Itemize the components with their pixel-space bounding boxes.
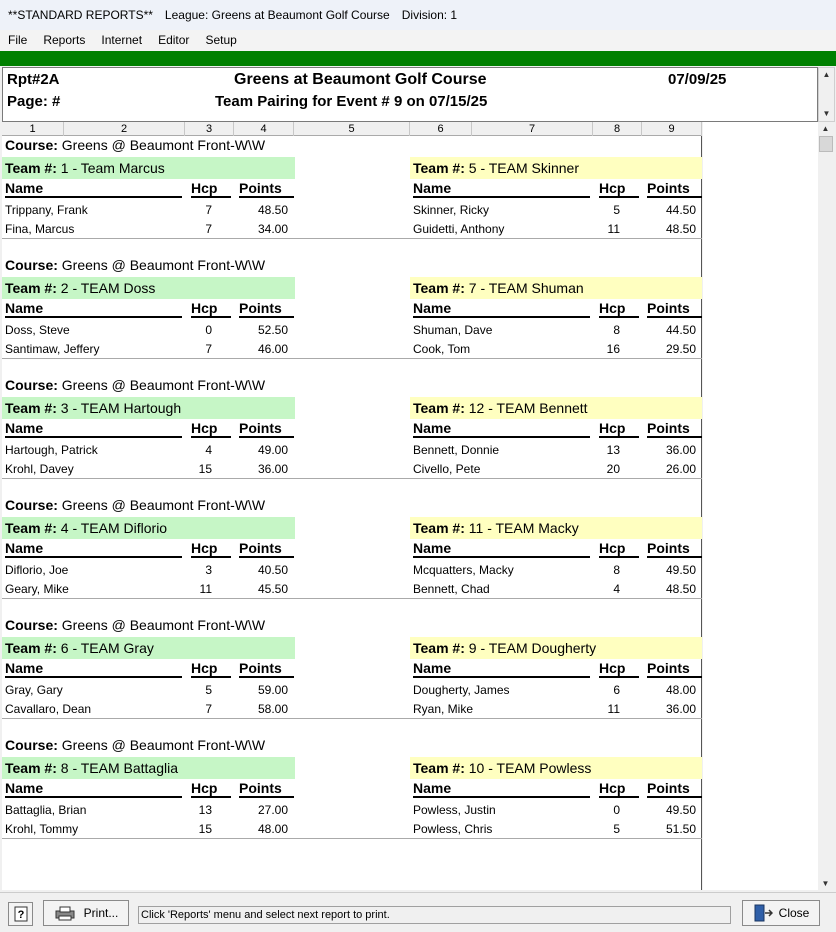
player-points: 58.00 [257, 702, 288, 716]
name-header: Name [5, 539, 182, 558]
hcp-header: Hcp [599, 419, 639, 438]
player-hcp: 13 [606, 443, 620, 457]
player-name: Gray, Gary [5, 683, 63, 697]
player-row [2, 700, 294, 719]
team-no-label: Team #: [5, 760, 57, 776]
team-name: 6 - TEAM Gray [56, 640, 154, 656]
name-header: Name [5, 659, 182, 678]
row-divider [2, 838, 702, 839]
player-name: Krohl, Tommy [5, 822, 79, 836]
report-subtitle: Team Pairing for Event # 9 on 07/15/25 [215, 93, 488, 110]
team-header-right [410, 277, 702, 299]
player-name: Fina, Marcus [5, 222, 75, 236]
player-points: 49.50 [665, 803, 696, 817]
scroll-up-icon[interactable]: ▲ [822, 70, 831, 79]
hcp-header: Hcp [191, 659, 231, 678]
player-row [410, 201, 702, 220]
player-points: 51.50 [665, 822, 696, 836]
team-header-left [2, 637, 295, 659]
column-labels [2, 419, 294, 439]
status-bar [0, 892, 836, 932]
app-title: **STANDARD REPORTS** [8, 8, 153, 22]
player-name: Cavallaro, Dean [5, 702, 92, 716]
player-row [2, 561, 294, 580]
player-name: Skinner, Ricky [413, 203, 490, 217]
points-header: Points [239, 539, 294, 558]
course-label: Course: [5, 737, 58, 753]
name-header: Name [5, 779, 182, 798]
svg-text:?: ? [17, 909, 24, 921]
row-divider [2, 598, 702, 599]
course-line [5, 377, 265, 393]
scroll-thumb[interactable] [819, 136, 833, 152]
team-header-left [2, 757, 295, 779]
team-no-label: Team #: [5, 640, 57, 656]
team-no-label: Team #: [413, 640, 465, 656]
menu-setup[interactable]: Setup [205, 33, 237, 47]
player-row [2, 460, 294, 479]
menu-bar [0, 30, 836, 51]
menu-editor[interactable]: Editor [158, 33, 190, 47]
player-name: Hartough, Patrick [5, 443, 98, 457]
player-name: Ryan, Mike [413, 702, 474, 716]
player-hcp: 20 [606, 462, 620, 476]
green-band [0, 51, 836, 66]
player-hcp: 7 [205, 342, 212, 356]
hcp-header: Hcp [191, 779, 231, 798]
player-hcp: 6 [613, 683, 620, 697]
player-row [2, 580, 294, 599]
column-labels [410, 779, 702, 799]
course-line [5, 497, 265, 513]
exit-door-icon [753, 904, 773, 922]
team-header-right [410, 757, 702, 779]
player-points: 34.00 [257, 222, 288, 236]
points-header: Points [647, 659, 702, 678]
player-row [410, 561, 702, 580]
course-label: Course: [5, 137, 58, 153]
pairing-block [2, 137, 702, 257]
row-divider [2, 718, 702, 719]
player-name: Santimaw, Jeffery [5, 342, 100, 356]
player-points: 45.50 [257, 582, 288, 596]
points-header: Points [239, 659, 294, 678]
hcp-header: Hcp [191, 419, 231, 438]
player-row [2, 201, 294, 220]
help-icon [13, 906, 29, 922]
column-labels [2, 659, 294, 679]
player-hcp: 7 [205, 222, 212, 236]
course-line [5, 617, 265, 633]
col-header-9[interactable]: 9 [642, 122, 702, 136]
player-points: 27.00 [257, 803, 288, 817]
division-label: Division: 1 [401, 8, 458, 22]
course-name: Greens @ Beaumont Front-W\W [57, 137, 266, 153]
course-name: Greens @ Beaumont Front-W\W [57, 497, 266, 513]
player-name: Shuman, Dave [413, 323, 493, 337]
points-header: Points [239, 179, 294, 198]
player-row [410, 580, 702, 599]
team-header-right [410, 637, 702, 659]
player-hcp: 13 [198, 803, 212, 817]
blank-pane [703, 122, 818, 890]
team-header-left [2, 157, 295, 179]
player-name: Mcquatters, Macky [413, 563, 514, 577]
name-header: Name [5, 299, 182, 318]
course-label: Course: [5, 617, 58, 633]
player-hcp: 3 [205, 563, 212, 577]
course-label: Course: [5, 257, 58, 273]
player-points: 48.50 [665, 582, 696, 596]
team-no-label: Team #: [413, 400, 465, 416]
col-header-7[interactable]: 7 [472, 122, 593, 136]
course-name: Greens @ Beaumont Front-W\W [57, 377, 266, 393]
player-row [410, 460, 702, 479]
column-labels [410, 299, 702, 319]
team-no-label: Team #: [413, 160, 465, 176]
team-no-label: Team #: [5, 280, 57, 296]
player-points: 29.50 [665, 342, 696, 356]
team-name: 12 - TEAM Bennett [464, 400, 588, 416]
report-id: Rpt#2A [7, 71, 60, 88]
team-header-left [2, 397, 295, 419]
player-points: 36.00 [257, 462, 288, 476]
team-header-right [410, 397, 702, 419]
points-header: Points [647, 419, 702, 438]
col-header-5[interactable]: 5 [294, 122, 410, 136]
printer-icon [54, 905, 76, 921]
name-header: Name [5, 419, 182, 438]
player-points: 59.00 [257, 683, 288, 697]
team-name: 1 - Team Marcus [56, 160, 165, 176]
team-name: 5 - TEAM Skinner [464, 160, 579, 176]
player-row [410, 441, 702, 460]
player-row [410, 801, 702, 820]
hcp-header: Hcp [599, 179, 639, 198]
name-header: Name [413, 539, 590, 558]
player-row [410, 220, 702, 239]
player-hcp: 5 [205, 683, 212, 697]
col-header-6[interactable]: 6 [410, 122, 472, 136]
page-label: Page: # [7, 93, 61, 110]
player-name: Trippany, Frank [5, 203, 88, 217]
col-header-8[interactable]: 8 [593, 122, 642, 136]
column-header [2, 122, 702, 136]
header-scrollbar[interactable] [818, 67, 835, 122]
col-header-1[interactable]: 1 [2, 122, 64, 136]
course-line [5, 737, 265, 753]
team-no-label: Team #: [5, 160, 57, 176]
player-row [410, 820, 702, 839]
team-name: 10 - TEAM Powless [464, 760, 592, 776]
team-name: 4 - TEAM Diflorio [56, 520, 168, 536]
team-header-left [2, 277, 295, 299]
hcp-header: Hcp [599, 659, 639, 678]
report-sheet [2, 136, 702, 890]
points-header: Points [647, 179, 702, 198]
player-points: 46.00 [257, 342, 288, 356]
title-bar [0, 0, 836, 30]
scroll-up-icon[interactable]: ▲ [821, 124, 830, 133]
player-row [2, 820, 294, 839]
team-name: 8 - TEAM Battaglia [56, 760, 179, 776]
player-hcp: 15 [198, 822, 212, 836]
close-label: Close [778, 906, 810, 920]
course-label: Course: [5, 497, 58, 513]
team-header-right [410, 517, 702, 539]
player-hcp: 5 [613, 203, 620, 217]
column-labels [2, 299, 294, 319]
points-header: Points [647, 299, 702, 318]
team-no-label: Team #: [413, 280, 465, 296]
points-header: Points [239, 299, 294, 318]
player-hcp: 8 [613, 563, 620, 577]
course-line [5, 137, 265, 153]
player-name: Powless, Chris [413, 822, 493, 836]
player-row [410, 700, 702, 719]
column-labels [2, 179, 294, 199]
column-labels [410, 419, 702, 439]
column-labels [410, 179, 702, 199]
hcp-header: Hcp [599, 539, 639, 558]
print-button[interactable] [43, 900, 129, 926]
course-name: Greens @ Beaumont Front-W\W [57, 257, 266, 273]
team-name: 3 - TEAM Hartough [56, 400, 182, 416]
team-header-right [410, 157, 702, 179]
hcp-header: Hcp [191, 179, 231, 198]
player-row [2, 681, 294, 700]
player-hcp: 0 [205, 323, 212, 337]
player-name: Geary, Mike [5, 582, 69, 596]
player-hcp: 16 [606, 342, 620, 356]
menu-internet[interactable]: Internet [101, 33, 143, 47]
player-row [410, 340, 702, 359]
row-divider [2, 478, 702, 479]
pairing-block [2, 497, 702, 617]
player-name: Doss, Steve [5, 323, 70, 337]
close-button[interactable] [742, 900, 820, 926]
player-name: Krohl, Davey [5, 462, 74, 476]
player-row [2, 321, 294, 340]
player-row [410, 681, 702, 700]
report-date: 07/09/25 [668, 71, 727, 88]
player-points: 26.00 [665, 462, 696, 476]
column-labels [2, 779, 294, 799]
team-name: 11 - TEAM Macky [464, 520, 579, 536]
hcp-header: Hcp [599, 779, 639, 798]
points-header: Points [647, 539, 702, 558]
team-no-label: Team #: [5, 400, 57, 416]
pairing-block [2, 377, 702, 497]
print-label: Print... [83, 906, 119, 920]
team-header-left [2, 517, 295, 539]
pairing-block [2, 737, 702, 857]
player-points: 36.00 [665, 702, 696, 716]
column-labels [410, 539, 702, 559]
main-scrollbar[interactable] [818, 122, 835, 892]
league-label: League: Greens at Beaumont Golf Course [164, 8, 390, 22]
name-header: Name [5, 179, 182, 198]
team-no-label: Team #: [413, 520, 465, 536]
hcp-header: Hcp [599, 299, 639, 318]
player-points: 49.00 [257, 443, 288, 457]
name-header: Name [413, 299, 590, 318]
player-hcp: 5 [613, 822, 620, 836]
team-name: 2 - TEAM Doss [56, 280, 156, 296]
report-title: Greens at Beaumont Golf Course [234, 71, 487, 88]
player-row [410, 321, 702, 340]
player-hcp: 4 [205, 443, 212, 457]
player-hcp: 4 [613, 582, 620, 596]
player-name: Guidetti, Anthony [413, 222, 505, 236]
pairing-block [2, 257, 702, 377]
player-hcp: 11 [607, 702, 620, 716]
player-name: Civello, Pete [413, 462, 481, 476]
name-header: Name [413, 659, 590, 678]
row-divider [2, 358, 702, 359]
column-labels [410, 659, 702, 679]
player-hcp: 15 [198, 462, 212, 476]
team-no-label: Team #: [413, 760, 465, 776]
column-labels [2, 539, 294, 559]
player-points: 52.50 [257, 323, 288, 337]
player-points: 40.50 [257, 563, 288, 577]
course-name: Greens @ Beaumont Front-W\W [57, 617, 266, 633]
name-header: Name [413, 419, 590, 438]
player-hcp: 11 [607, 222, 620, 236]
player-hcp: 11 [199, 582, 212, 596]
hcp-header: Hcp [191, 539, 231, 558]
row-divider [2, 238, 702, 239]
pairing-block [2, 617, 702, 737]
player-points: 36.00 [665, 443, 696, 457]
player-points: 49.50 [665, 563, 696, 577]
name-header: Name [413, 779, 590, 798]
player-name: Bennett, Donnie [413, 443, 500, 457]
course-label: Course: [5, 377, 58, 393]
player-name: Battaglia, Brian [5, 803, 87, 817]
course-line [5, 257, 265, 273]
player-hcp: 7 [205, 702, 212, 716]
points-header: Points [647, 779, 702, 798]
hcp-header: Hcp [191, 299, 231, 318]
points-header: Points [239, 419, 294, 438]
player-name: Cook, Tom [413, 342, 471, 356]
col-header-2[interactable]: 2 [64, 122, 185, 136]
scroll-down-icon[interactable]: ▼ [821, 879, 830, 888]
team-no-label: Team #: [5, 520, 57, 536]
player-hcp: 7 [205, 203, 212, 217]
player-row [2, 441, 294, 460]
player-name: Powless, Justin [413, 803, 496, 817]
player-points: 48.50 [257, 203, 288, 217]
course-name: Greens @ Beaumont Front-W\W [57, 737, 266, 753]
menu-file[interactable]: File [8, 33, 28, 47]
col-header-3[interactable]: 3 [185, 122, 234, 136]
player-name: Dougherty, James [413, 683, 510, 697]
player-points: 48.00 [665, 683, 696, 697]
player-hcp: 0 [613, 803, 620, 817]
player-name: Diflorio, Joe [5, 563, 69, 577]
player-row [2, 220, 294, 239]
player-hcp: 8 [613, 323, 620, 337]
menu-reports[interactable]: Reports [43, 33, 86, 47]
player-points: 44.50 [665, 323, 696, 337]
status-message: Click 'Reports' menu and select next report to print. [138, 906, 731, 924]
team-name: 9 - TEAM Dougherty [464, 640, 597, 656]
scroll-down-icon[interactable]: ▼ [822, 109, 831, 118]
player-row [2, 801, 294, 820]
report-header [2, 67, 818, 122]
name-header: Name [413, 179, 590, 198]
col-header-4[interactable]: 4 [234, 122, 294, 136]
player-points: 48.50 [665, 222, 696, 236]
team-name: 7 - TEAM Shuman [464, 280, 584, 296]
points-header: Points [239, 779, 294, 798]
help-button[interactable] [8, 902, 33, 926]
player-points: 48.00 [257, 822, 288, 836]
player-name: Bennett, Chad [413, 582, 490, 596]
player-row [2, 340, 294, 359]
player-points: 44.50 [665, 203, 696, 217]
